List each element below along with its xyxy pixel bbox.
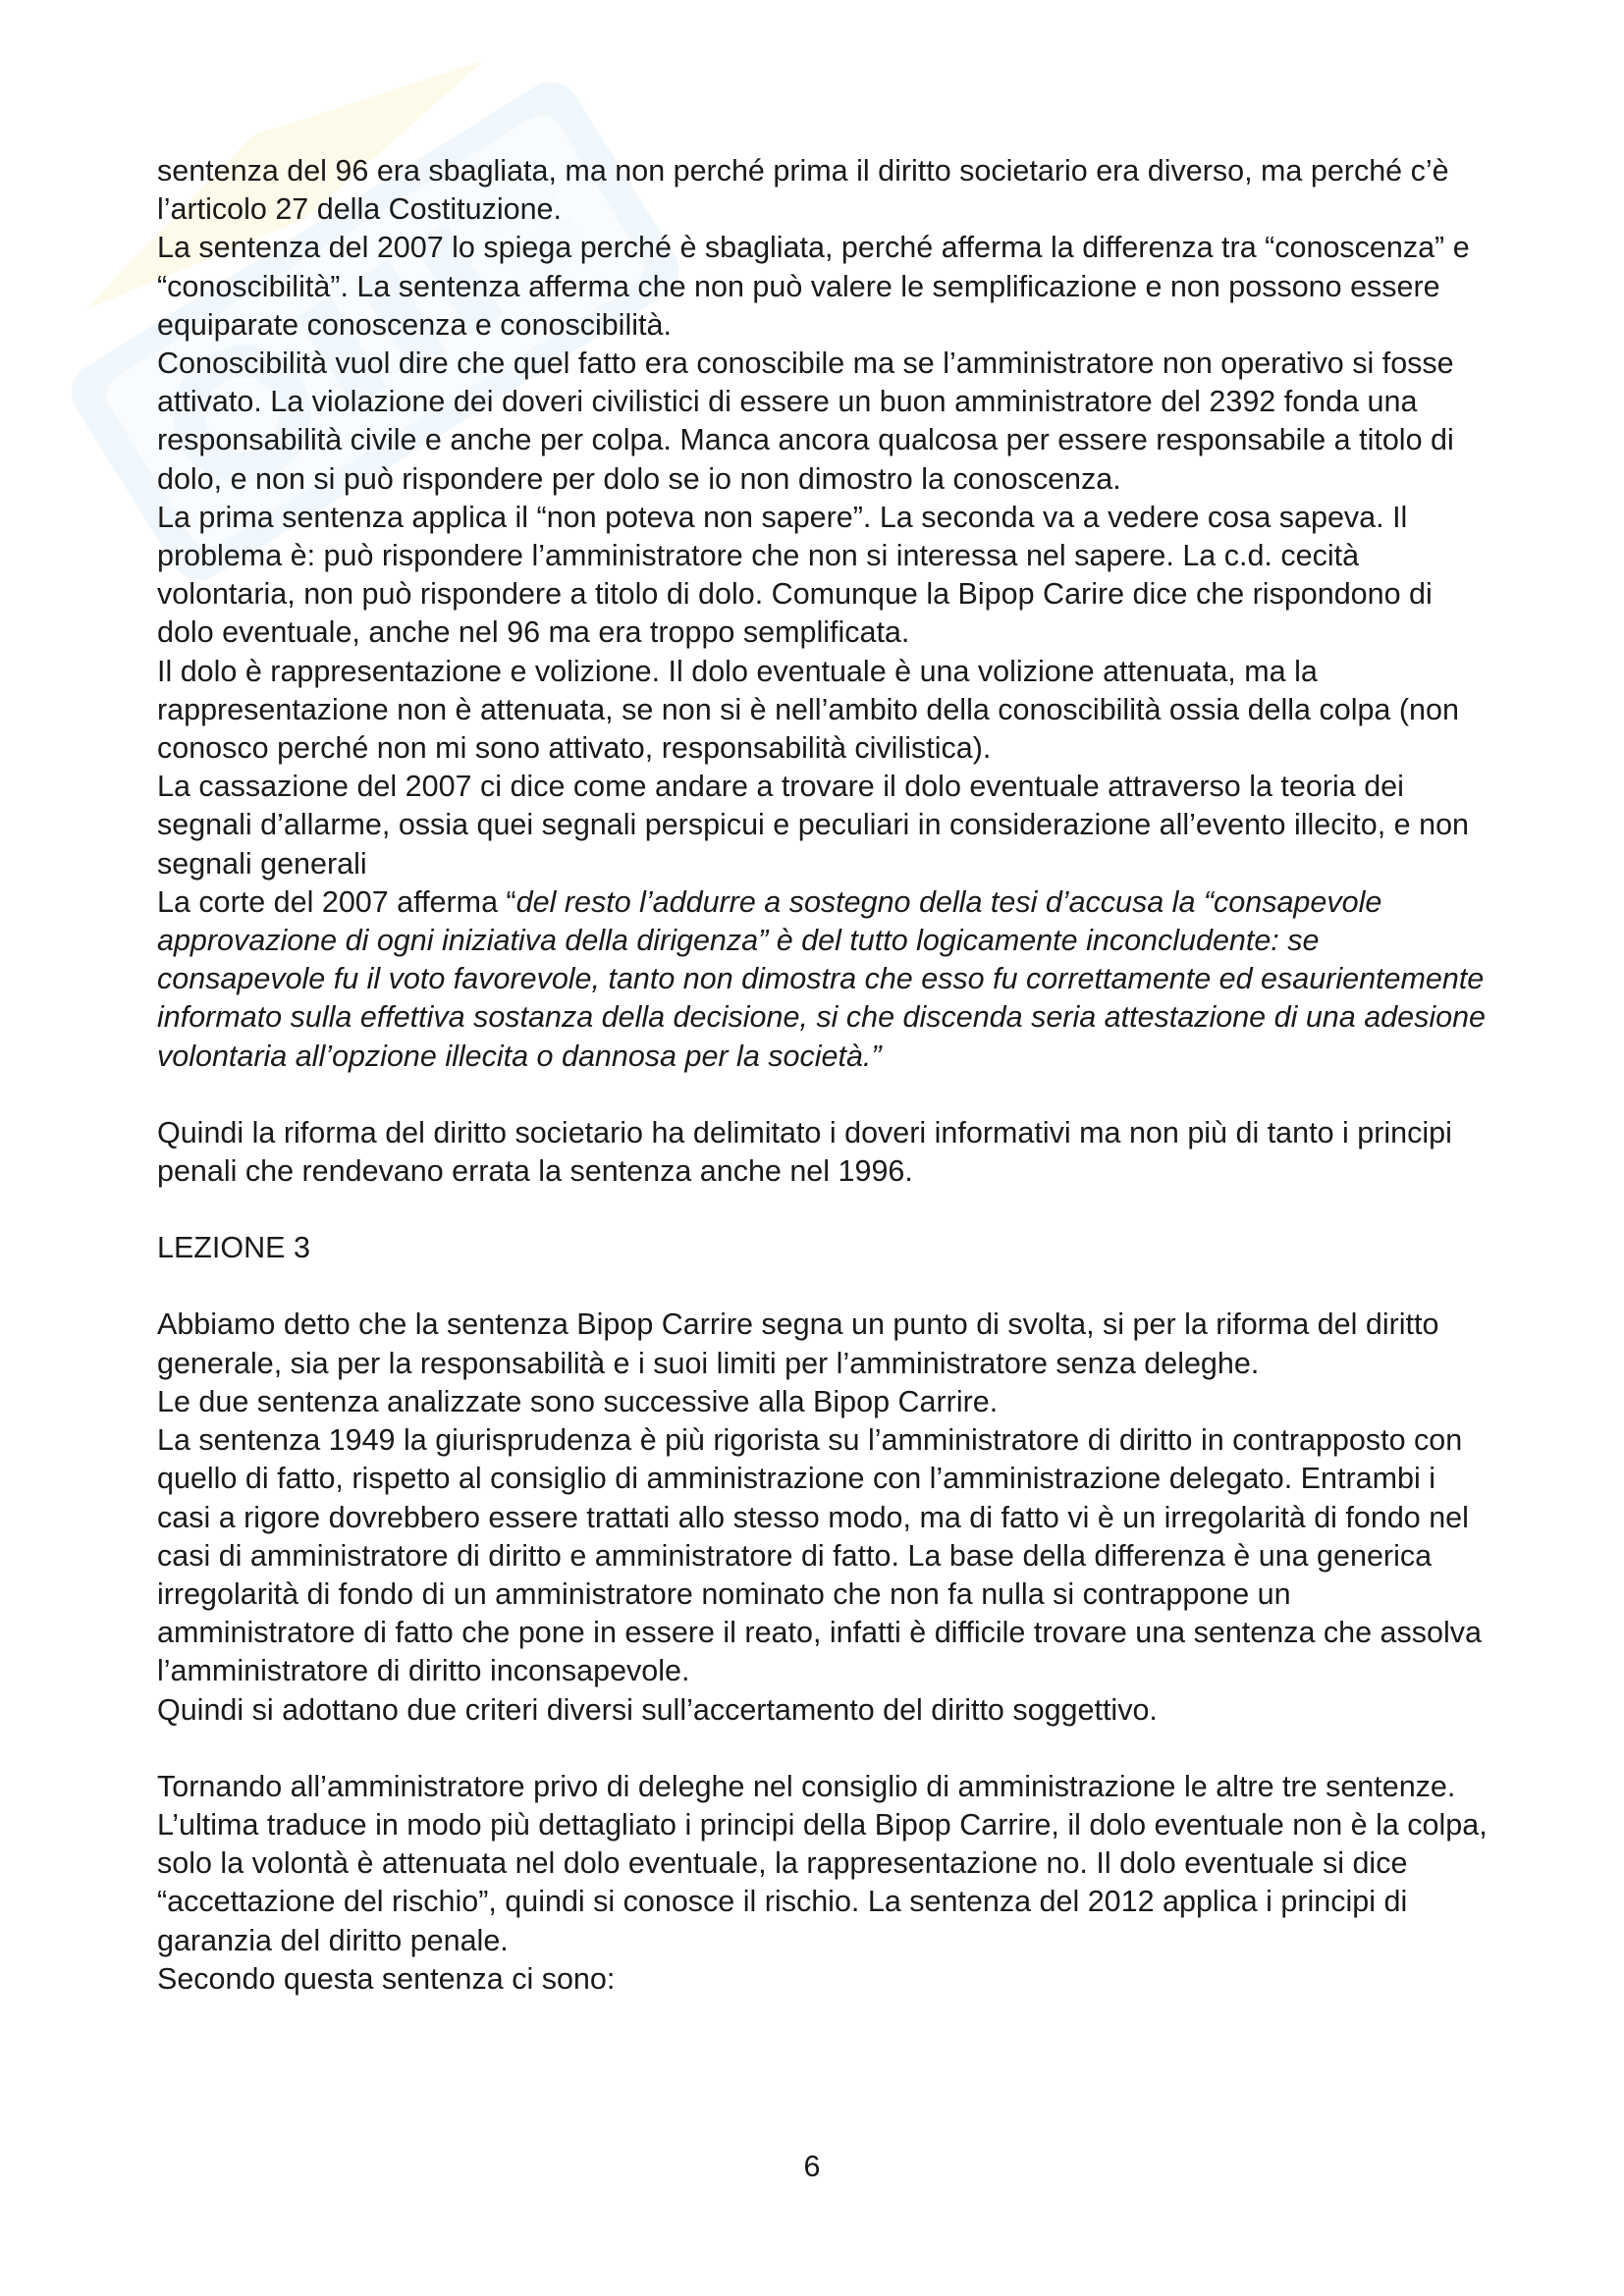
quote-text: del resto l’addurre a sostegno della tesi d’accusa la “consapevole approvazione di ogni iniziativa della dirigenza” è del tutto logicamente inconcludente: se consapevole fu il voto favorevole, tanto non dimostra che esso fu correttamente ed esaurientemente informato sulla effettiva sostanza della decisione, si che discenda seria attestazione di una adesione volontaria all’opzione illecita o dannosa per la società.” [157, 884, 1486, 1073]
paragraph: La cassazione del 2007 ci dice come andare a trovare il dolo eventuale attraverso la teoria dei segnali d’allarme, ossia quei segnali perspicui e peculiari in considerazione all’evento illecito, e non segnali generali [157, 770, 1469, 881]
spacer [157, 1191, 1492, 1229]
paragraph: Il dolo è rappresentazione e volizione. Il dolo eventuale è una volizione attenuata, ma la rappresentazione non è attenuata, se non si è nell’ambito della conoscibilità ossia della colpa (non conosco perché non mi sono attivato, responsabilità civilistica). [157, 654, 1459, 766]
spacer [157, 1730, 1492, 1768]
spacer [157, 1076, 1492, 1114]
section-heading: LEZIONE 3 [157, 1231, 310, 1265]
paragraph: La sentenza del 2007 lo spiega perché è sbagliata, perché afferma la differenza tra “conoscenza” e “conoscibilità”. La sentenza afferma che non può valere le semplificazione e non possono essere equiparate conoscenza e conoscibilità. [157, 231, 1470, 342]
paragraph: Secondo questa sentenza ci sono: [157, 1961, 616, 1996]
document-page [157, 152, 1492, 1999]
paragraph: Tornando all’amministratore privo di deleghe nel consiglio di amministrazione le altre tre sentenze. L’ultima traduce in modo più dettagliato i principi della Bipop Carrire, il dolo eventuale non è la colpa, solo la volontà è attenuata nel dolo eventuale, la rappresentazione no. Il dolo eventuale si dice “accettazione del rischio”, quindi si conosce il rischio. La sentenza del 2012 applica i principi di garanzia del diritto penale. [157, 1769, 1488, 1957]
conclusion-paragraph: Quindi la riforma del diritto societario ha delimitato i doveri informativi ma non più di tanto i principi penali che rendevano errata la sentenza anche nel 1996. [157, 1115, 1452, 1189]
paragraph: sentenza del 96 era sbagliata, ma non perché prima il diritto societario era diverso, ma perché c’è l’articolo 27 della Costituzione. [157, 154, 1449, 227]
paragraph: Conoscibilità vuol dire che quel fatto era conoscibile ma se l’amministratore non operativo si fosse attivato. La violazione dei doveri civilistici di essere un buon amministratore del 2392 fonda una responsabilità civile e anche per colpa. Manca ancora qualcosa per essere responsabile a titolo di dolo, e non si può rispondere per dolo se io non dimostro la conoscenza. [157, 347, 1454, 496]
quote-paragraph [157, 883, 1492, 1076]
quote-intro: La corte del 2007 afferma “ [157, 884, 516, 919]
spacer [157, 1267, 1492, 1306]
paragraph: La sentenza 1949 la giurisprudenza è più rigorista su l’amministratore di diritto in contrapposto con quello di fatto, rispetto al consiglio di amministrazione con l’amministrazione delegato. Entrambi i casi a rigore dovrebbero essere trattati allo stesso modo, ma di fatto vi è un irregolarità di fondo nel casi di amministratore di diritto e amministratore di fatto. La base della differenza è una generica irregolarità di fondo di un amministratore nominato che non fa nulla si contrappone un amministratore di fatto che pone in essere il reato, infatti è difficile trovare una sentenza che assolva l’amministratore di diritto inconsapevole. [157, 1423, 1482, 1688]
paragraph: Abbiamo detto che la sentenza Bipop Carrire segna un punto di svolta, si per la riforma del diritto generale, sia per la responsabilità e i suoi limiti per l’amministratore senza deleghe. [157, 1308, 1439, 1380]
page-number: 6 [803, 2150, 821, 2183]
paragraph: La prima sentenza applica il “non poteva non sapere”. La seconda va a vedere cosa sapeva. Il problema è: può rispondere l’amministratore che non si interessa nel sapere. La c.d. cecità volontaria, non può rispondere a titolo di dolo. Comunque la Bipop Carire dice che rispondono di dolo eventuale, anche nel 96 ma era troppo semplificata. [157, 500, 1433, 650]
paragraph: Le due sentenza analizzate sono successive alla Bipop Carrire. [157, 1384, 999, 1418]
paragraph: Quindi si adottano due criteri diversi sull’accertamento del diritto soggettivo. [157, 1692, 1158, 1727]
